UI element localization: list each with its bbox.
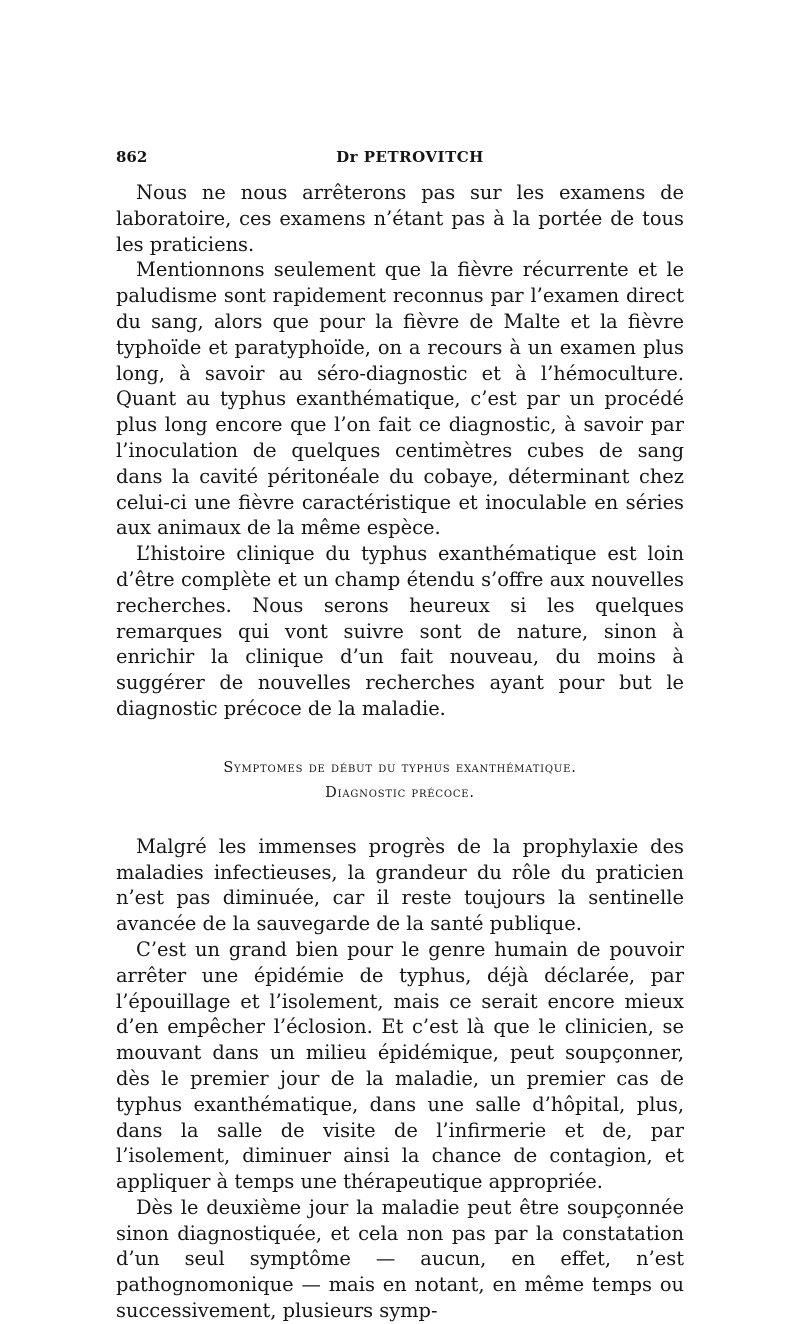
paragraph-epidemic: C’est un grand bien pour le genre humain de pouvoir arrêter une épidémie de typhus, déjà déclarée, par l’épouillage et l’isolement, mais ce serait encore mieux d’en empêcher l’éclosion. Et c’est là que le clinicien, se mouvant dans un milieu épidémique, peut soupçonner, dès le premier jour de la maladie, un premier cas de typhus exanthématique, dans une salle d’hôpital, plus, dans la salle de visite de l’infirmerie et de, par l’isolement, diminuer ainsi la chance de contagion, et appliquer à temps une thérapeutique appropriée. [116,937,684,1194]
paragraph-second-day: Dès le deuxième jour la maladie peut être soupçonnée sinon diagnostiquée, et cela non pas par la constatation d’un seul symptôme — aucun, en effet, n’est pathognomonique — mais en notant, en même temps ou successivement, plusieurs symp- [116,1195,684,1323]
paragraph-prophylaxis: Malgré les immenses progrès de la prophylaxie des maladies infectieuses, la grandeur du rôle du praticien n’est pas diminuée, car il reste toujours la sentinelle avancée de la sauvegarde de la santé publique. [116,834,684,936]
paragraph-clinical-history: L’histoire clinique du typhus exanthématique est loin d’être complète et un champ étendu s’offre aux nouvelles recherches. Nous serons heureux si les quelques remarques qui vont suivre sont de nature, sinon à enrichir la clinique d’un fait nouveau, du moins à suggérer de nouvelles recherches ayant pour but le diagnostic précoce de la maladie. [116,542,684,720]
section-early-symptoms [116,834,684,1324]
section-heading [116,756,684,806]
section-introduction [116,180,684,722]
running-header [116,144,684,180]
heading-line-2: Diagnostic précoce. [325,784,475,801]
book-page [116,144,684,1324]
paragraph-laboratory: Nous ne nous arrêterons pas sur les examens de laboratoire, ces examens n’étant pas à la portée de tous les praticiens. [116,181,684,256]
running-title: Dr PETROVITCH [336,148,484,166]
heading-line-1: Symptomes de début du typhus exanthématique. [223,759,577,776]
page-number: 862 [116,148,148,166]
paragraph-diagnostic-methods: Mentionnons seulement que la fièvre récurrente et le paludisme sont rapidement reconnus par l’examen direct du sang, alors que pour la fièvre de Malte et la fièvre typhoïde et paratyphoïde, on a recours à un examen plus long, à savoir au séro-diagnostic et à l’hémoculture. Quant au typhus exanthématique, c’est par un procédé plus long encore que l’on fait ce diagnostic, à savoir par l’inoculation de quelques centimètres cubes de sang dans la cavité péritonéale du cobaye, déterminant chez celui-ci une fièvre caractéristique et inoculable en séries aux animaux de la même espèce. [116,258,684,540]
